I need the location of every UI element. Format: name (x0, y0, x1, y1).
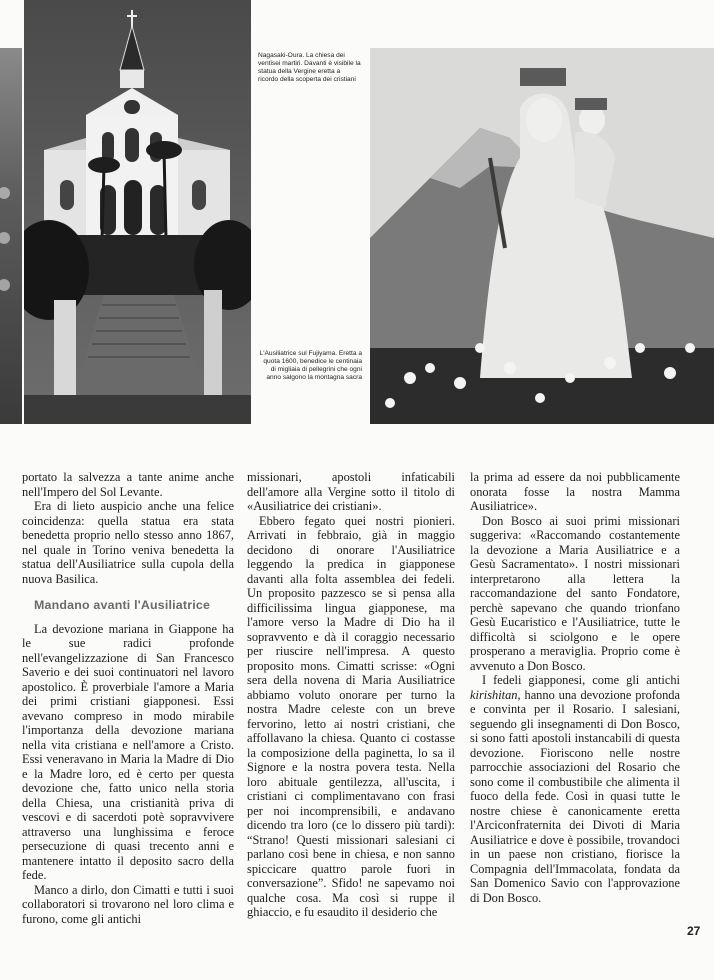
page-number: 27 (687, 924, 701, 938)
paragraph: portato la salvezza a tante anime anche nell'Impero del Sol Levante. (22, 470, 234, 499)
photo-left-edge (0, 48, 22, 424)
paragraph: Ebbero fegato quei nostri pionieri. Arrivati in febbraio, già in maggio decidono di onorare l'Ausiliatrice leggendo la predica in giapponese davanti alla folta assemblea dei fedeli. Un proposito pazzesco se si pensa alla difficilissima lingua giapponese, ma l'amore verso la Madre di Dio ha il sopravvento e dà il coraggio necessario per riuscire nell'impresa. A questo proposito mons. Cimatti scrisse: «Ogni sera della novena di Maria Ausiliatrice abbiamo voluto onorare per turno la nostra Madre celeste con un breve fervorino, letto ai nostri cristiani, che affollavano la chiesa. Quanto ci costasse la composizione della paginetta, lo sa il Signore e la nostra povera testa. Nella loro abituale gentilezza, all'uscita, i cristiani ci complimentavano con frasi per noi incomprensibili, e andavano dicendo tra loro (ce lo dissero più tardi): “Strano! Questi missionari salesiani ci parlano così bene in chiesa, e non sanno spiccicare quattro parole fuori in conversazione”. Sfido! ne sapevamo noi qualche cosa. Ma così si ruppe il ghiaccio, e fu esaudito il desiderio che (247, 513, 455, 919)
church-photo (24, 0, 251, 424)
text-column-1 (22, 470, 234, 926)
paragraph-text: , hanno una devozione profonda e convinta per il Rosario. I salesiani, seguendo gli insegnamenti di Don Bosco, si sono fatti apostoli instancabili di questa devozione. Fioriscono nelle nostre parrocchie associazioni del Rosario che sono come il combustibile che alimenta il fuoco della fede. Così in quasi tutte le nostre chiese è canonicamente eretta l'Arciconfraternita dei Divoti di Maria Ausiliatrice e dove è possibile, trovandoci in un paese non cristiano, fiorisce la Compagnia dell'Immacolata, fondata da San Domenico Savio con l'approvazione di Don Bosco. (470, 687, 680, 905)
text-column-2 (247, 470, 455, 920)
text-column-3 (470, 470, 680, 905)
paragraph: la prima ad essere da noi pubblicamente onorata fosse la nostra Mamma Ausiliatrice». (470, 470, 680, 513)
paragraph (470, 673, 680, 905)
madonna-statue-photo (370, 48, 714, 424)
paragraph-text: I fedeli giapponesi, come gli antichi (482, 673, 680, 687)
madonna-photo-caption: L'Ausiliatrice sul Fujiyama. Eretta a quota 1600, benedice le centinaia di migliaia di pellegrini che ogni anno salgono la montagna sacra (259, 350, 362, 381)
paragraph: Don Bosco ai suoi primi missionari suggeriva: «Raccomando costantemente la devozione a Maria Ausiliatrice e a Gesù Sacramentato». I nostri missionari interpretarono alla lettera la raccomandazione del santo Fondatore, perchè sapevano che quando trionfano Gesù Eucaristico e l'Ausiliatrice, tutte le difficoltà si sciolgono e le opere prosperano a meraviglia. Proprio come è avvenuto a Don Bosco. (470, 513, 680, 673)
italic-term: kirishitan (470, 687, 518, 702)
church-photo-caption: Nagasaki-Oura. La chiesa dei ventisei martiri. Davanti è visibile la statua della Vergine eretta a ricordo della scoperta dei cristiani (258, 52, 361, 83)
paragraph: missionari, apostoli infaticabili dell'amore alla Vergine sotto il titolo di «Ausiliatrice dei cristiani». (247, 470, 455, 513)
paragraph: La devozione mariana in Giappone ha le sue radici profonde nell'evangelizzazione di San Francesco Saverio e dei suoi continuatori nel lavoro apostolico. È proverbiale l'amore a Maria dei primi cristiani giapponesi. Essi avevano compreso in modo mirabile l'importanza della devozione mariana nella vita cristiana e nell'amore a Cristo. Essi veneravano in Maria la Madre di Dio e la Madre loro, ed è certo per questa devozione che, fatto unico nella storia della Chiesa, una cristianità priva di vescovi e di sacerdoti potè sopravvivere attraverso una lunghissima e feroce persecuzione di quasi trecento anni e mantenere intatto il deposito sacro della fede. (22, 621, 234, 882)
paragraph: Manco a dirlo, don Cimatti e tutti i suoi collaboratori si trovarono nel loro clima e furono, come gli antichi (22, 882, 234, 926)
section-subheading: Mandano avanti l'Ausiliatrice (34, 598, 211, 612)
paragraph: Era di lieto auspicio anche una felice coincidenza: quella statua era stata benedetta proprio nello stesso anno 1867, nel quale in Torino veniva benedetta la statua dell'Ausiliatrice sulla cupola della nuova Basilica. (22, 499, 234, 586)
